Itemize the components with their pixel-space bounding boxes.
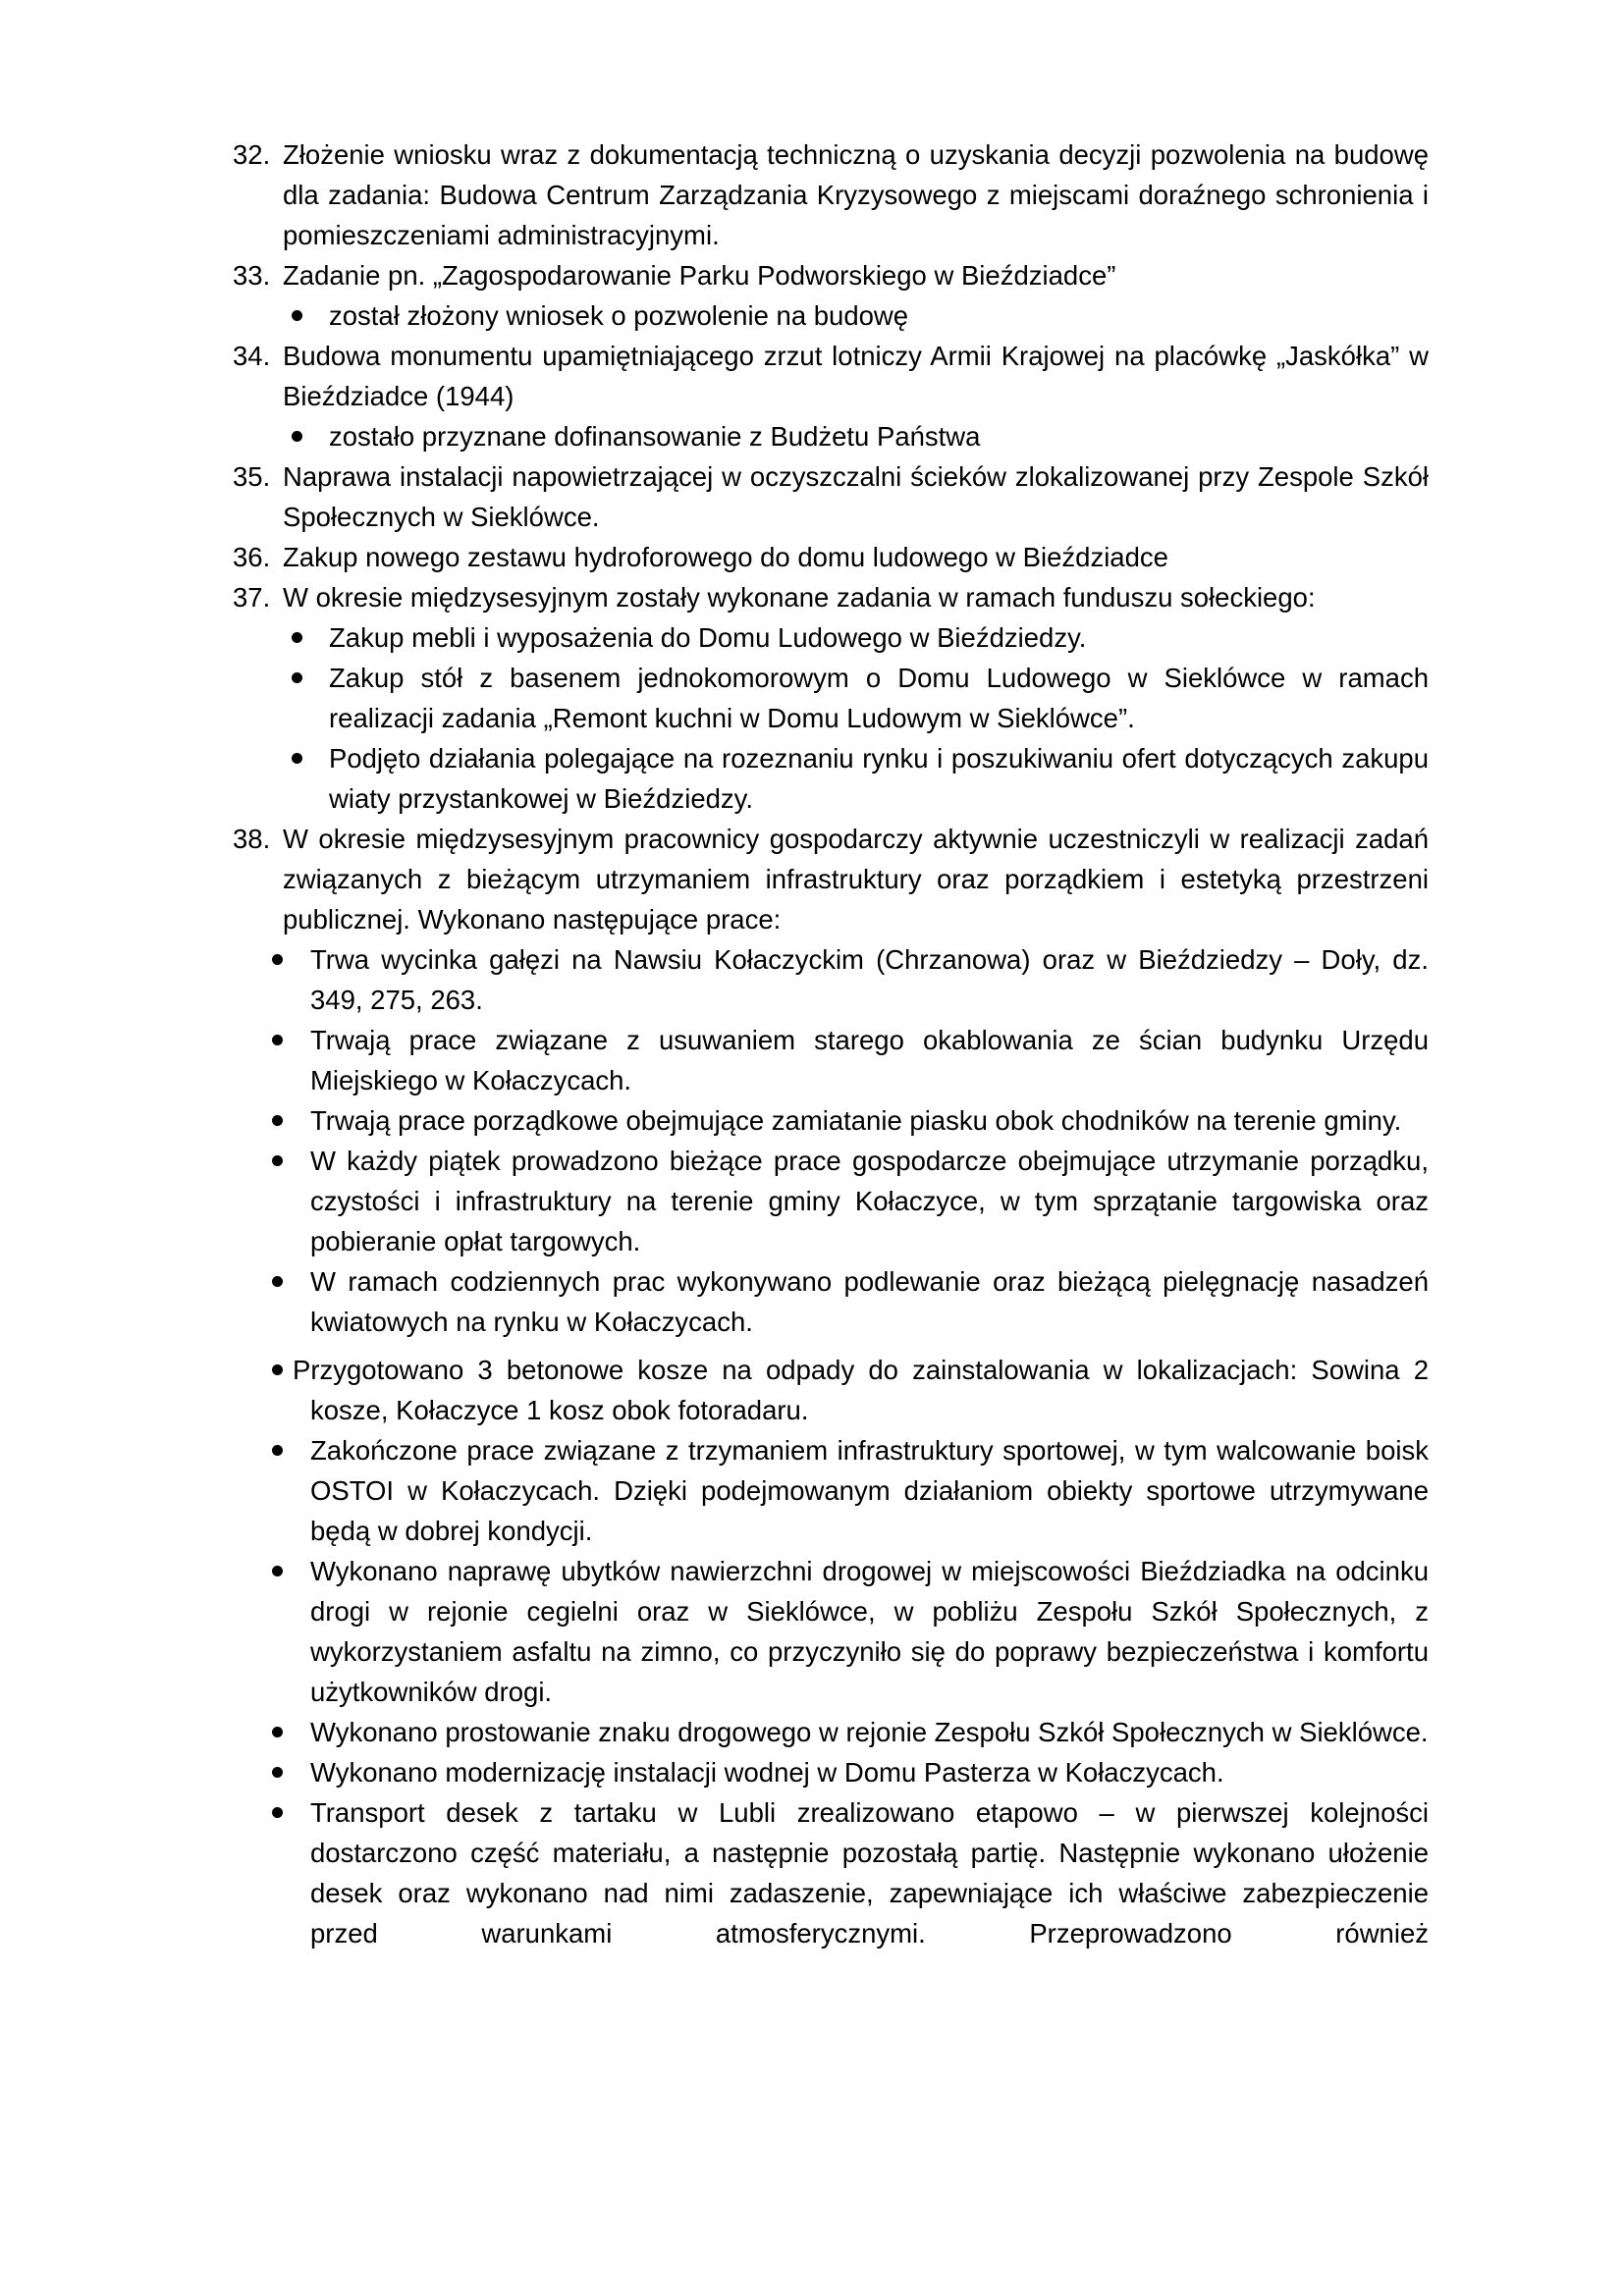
item-text: Zadanie pn. „Zagospodarowanie Parku Podworskiego w Bieździadce” <box>283 260 1116 291</box>
bullet-icon <box>272 1752 283 1792</box>
bullet-text: zostało przyznane dofinansowanie z Budżetu Państwa <box>329 421 981 452</box>
work-bullet <box>233 1551 1429 1712</box>
bullet-icon <box>292 658 302 698</box>
work-bullet <box>233 1430 1429 1551</box>
bullet-text: Zakup stół z basenem jednokomorowym o Domu Ludowego w Sieklówce w ramach realizacji zadania „Remont kuchni w Domu Ludowym w Sieklówce”. <box>329 663 1429 733</box>
sub-bullet <box>233 617 1429 658</box>
item-number: 33. <box>233 260 271 291</box>
work-bullet <box>233 1100 1429 1141</box>
document-body <box>233 134 1429 1953</box>
item-text: Budowa monumentu upamiętniającego zrzut lotniczy Armii Krajowej na placówkę „Jaskółka” w Bieździadce (1944) <box>283 341 1429 411</box>
item-text: Złożenie wniosku wraz z dokumentacją techniczną o uzyskania decyzji pozwolenia na budowę dla zadania: Budowa Centrum Zarządzania Kryzysowego z miejscami doraźnego schronienia i pomieszczeniami administracyjnymi. <box>283 139 1429 250</box>
bullet-icon <box>272 1020 283 1060</box>
bullet-text: Przygotowano 3 betonowe kosze na odpady do zainstalowania w lokalizacjach: Sowina 2 kosze, Kołaczyce 1 kosz obok fotoradaru. <box>293 1355 1429 1425</box>
bullet-icon <box>272 939 283 980</box>
bullet-icon <box>272 1430 283 1470</box>
sub-bullet <box>233 416 1429 456</box>
item-number: 34. <box>233 341 271 371</box>
bullet-icon <box>272 1551 283 1591</box>
item-number: 36. <box>233 542 271 572</box>
list-item-35 <box>233 456 1429 537</box>
bullet-text: Trwa wycinka gałęzi na Nawsiu Kołaczyckim (Chrzanowa) oraz w Bieździedzy – Doły, dz. 349, 275, 263. <box>310 944 1429 1015</box>
bullet-text: został złożony wniosek o pozwolenie na budowę <box>329 300 909 331</box>
bullet-text: Podjęto działania polegające na rozeznaniu rynku i poszukiwaniu ofert dotyczących zakupu wiaty przystankowej w Bieździedzy. <box>329 743 1429 814</box>
item-text: Zakup nowego zestawu hydroforowego do domu ludowego w Bieździadce <box>283 542 1168 572</box>
item-number: 32. <box>233 139 271 170</box>
item-number: 35. <box>233 461 271 492</box>
bullet-text: W ramach codziennych prac wykonywano podlewanie oraz bieżącą pielęgnację nasadzeń kwiatowych na rynku w Kołaczycach. <box>310 1266 1429 1337</box>
bullet-text: Wykonano modernizację instalacji wodnej w Domu Pasterza w Kołaczycach. <box>310 1757 1224 1788</box>
bullet-text: Wykonano naprawę ubytków nawierzchni drogowej w miejscowości Bieździadka na odcinku drogi w rejonie cegielni oraz w Sieklówce, w pobliżu Zespołu Szkół Społecznych, z wykorzystaniem asfaltu na zimno, co przyczyniło się do poprawy bezpieczeństwa i komfortu użytkowników drogi. <box>310 1556 1429 1707</box>
item-text: W okresie międzysesyjnym pracownicy gospodarczy aktywnie uczestniczyli w realizacji zadań związanych z bieżącym utrzymaniem infrastruktury oraz porządkiem i estetyką przestrzeni publicznej. Wykonano następujące prace: <box>283 824 1429 934</box>
work-bullet <box>233 1752 1429 1792</box>
item-text: Naprawa instalacji napowietrzającej w oczyszczalni ścieków zlokalizowanej przy Zespole Szkół Społecznych w Sieklówce. <box>283 461 1429 532</box>
bullet-icon <box>292 617 302 658</box>
item-number: 37. <box>233 582 271 613</box>
bullet-text: Trwają prace porządkowe obejmujące zamiatanie piasku obok chodników na terenie gminy. <box>310 1105 1402 1136</box>
bullet-icon <box>272 1261 283 1302</box>
bullet-icon <box>292 416 302 456</box>
bullet-text: W każdy piątek prowadzono bieżące prace gospodarcze obejmujące utrzymanie porządku, czystości i infrastruktury na terenie gminy Kołaczyce, w tym sprzątanie targowiska oraz pobieranie opłat targowych. <box>310 1146 1429 1256</box>
list-item-36 <box>233 537 1429 577</box>
work-bullet <box>233 1261 1429 1342</box>
bullet-text: Transport desek z tartaku w Lubli zrealizowano etapowo – w pierwszej kolejności dostarczono część materiału, a następnie pozostałą partię. Następnie wykonano ułożenie desek oraz wykonano nad nimi zadaszenie, zapewniające ich właściwe zabezpieczenie przed warunkami atmosferycznymi. Przeprowadzono również <box>310 1797 1429 1949</box>
work-bullet <box>233 1350 1429 1430</box>
bullet-icon <box>292 295 302 336</box>
bullet-icon <box>272 1350 283 1390</box>
sub-bullet <box>233 738 1429 819</box>
bullet-text: Trwają prace związane z usuwaniem starego okablowania ze ścian budynku Urzędu Miejskiego w Kołaczycach. <box>310 1025 1429 1095</box>
list-item-37 <box>233 577 1429 617</box>
bullet-icon <box>292 738 302 778</box>
bullet-icon <box>272 1712 283 1752</box>
bullet-text: Wykonano prostowanie znaku drogowego w rejonie Zespołu Szkół Społecznych w Sieklówce. <box>310 1717 1429 1747</box>
list-item-34 <box>233 336 1429 416</box>
work-bullet <box>233 1020 1429 1100</box>
work-bullet <box>233 939 1429 1020</box>
bullet-icon <box>272 1100 283 1141</box>
list-item-33 <box>233 255 1429 295</box>
sub-bullet <box>233 295 1429 336</box>
bullet-icon <box>272 1141 283 1181</box>
sub-bullet <box>233 658 1429 738</box>
bullet-text: Zakup mebli i wyposażenia do Domu Ludowego w Bieździedzy. <box>329 622 1087 653</box>
bullet-icon <box>272 1792 283 1833</box>
bullet-text: Zakończone prace związane z trzymaniem infrastruktury sportowej, w tym walcowanie boisk OSTOI w Kołaczycach. Dzięki podejmowanym działaniom obiekty sportowe utrzymywane będą w dobrej kondycji. <box>310 1435 1429 1546</box>
item-text: W okresie międzysesyjnym zostały wykonane zadania w ramach funduszu sołeckiego: <box>283 582 1316 613</box>
list-item-32 <box>233 134 1429 255</box>
list-item-38 <box>233 819 1429 939</box>
work-bullet <box>233 1792 1429 1953</box>
item-number: 38. <box>233 824 271 854</box>
work-bullet <box>233 1141 1429 1261</box>
work-bullet <box>233 1712 1429 1752</box>
